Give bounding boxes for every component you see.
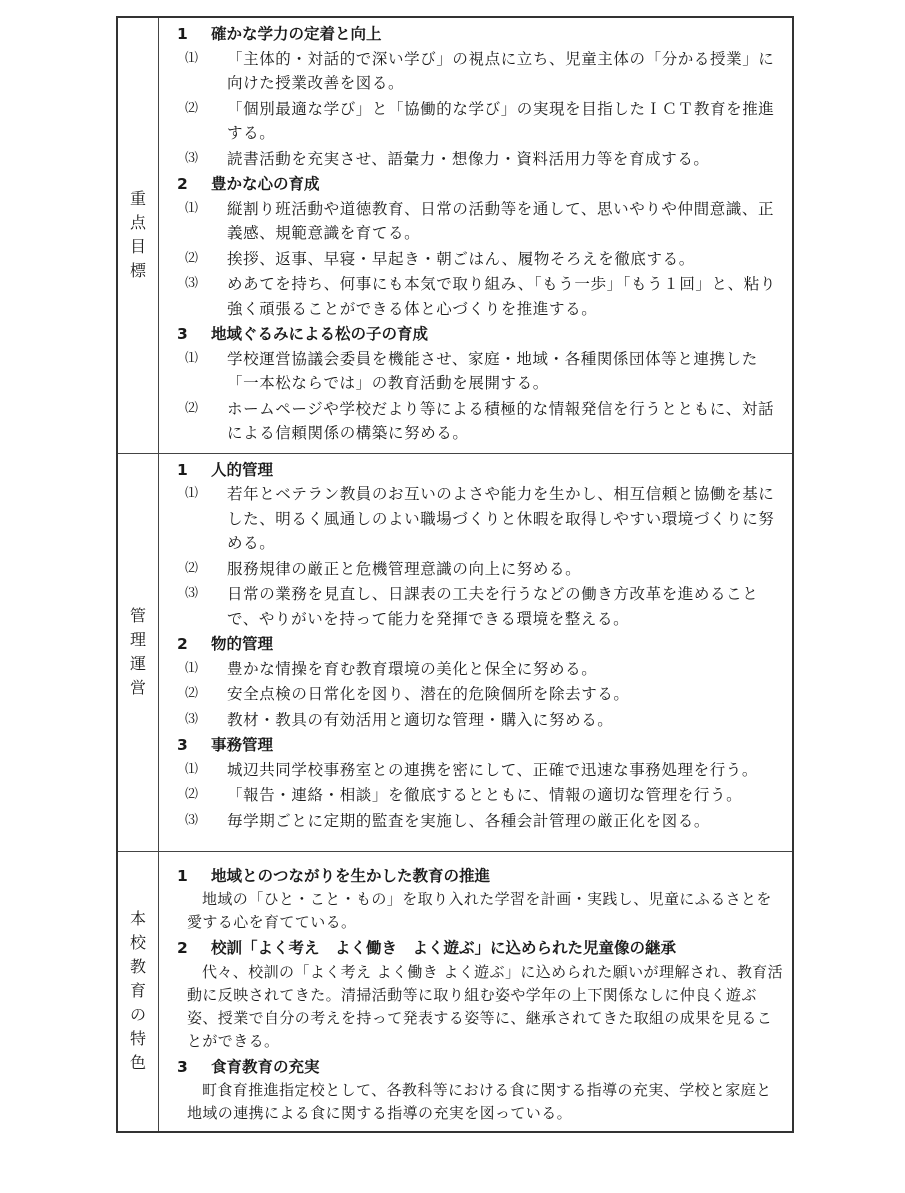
section-content bbox=[159, 851, 794, 1132]
item-heading: 1 確かな学力の定着と向上 bbox=[177, 25, 382, 43]
feature-body: 地域の「ひと・こと・もの」を取り入れた学習を計画・実践し、児童にふるさとを愛する心を育てている。 bbox=[187, 890, 772, 931]
sub-item: ⑴ 縦割り班活動や道徳教育、日常の活動等を通して、思いやりや仲間意識、正義感、規範意識を育てる。 bbox=[185, 199, 775, 242]
sub-item: ⑵ 「個別最適な学び」と「協働的な学び」の実現を目指したＩＣＴ教育を推進する。 bbox=[185, 99, 775, 142]
sub-item: ⑴ 「主体的・対話的で深い学び」の視点に立ち、児童主体の「分かる授業」に向けた授業改善を図る。 bbox=[185, 49, 775, 92]
section-label-cell bbox=[117, 453, 159, 851]
item-heading: 1 人的管理 bbox=[177, 460, 274, 479]
section-label: 本 校 教 育 の 特 色 bbox=[129, 909, 146, 1073]
sub-item: ⑵ 安全点検の日常化を図り、潜在的危険個所を除去する。 bbox=[185, 685, 630, 703]
sub-item: ⑶ めあてを持ち、何事にも本気で取り組み、「もう一歩」「もう１回」と、粘り強く頑張ることができる体と心づくりを推進する。 bbox=[185, 275, 776, 318]
feature-body: 町食育推進指定校として、各教科等における食に関する指導の充実、学校と家庭と地域の連携による食に関する指導の充実を図っている。 bbox=[187, 1081, 772, 1122]
section-content bbox=[159, 453, 794, 851]
item-heading: 2 豊かな心の育成 bbox=[177, 175, 320, 193]
sub-item: ⑵ 「報告・連絡・相談」を徹底するとともに、情報の適切な管理を行う。 bbox=[185, 786, 743, 804]
school-policy-table bbox=[116, 16, 794, 1133]
section-content bbox=[159, 17, 794, 453]
sub-item: ⑶ 読書活動を充実させ、語彙力・想像力・資料活用力等を育成する。 bbox=[185, 149, 710, 168]
section-row-management bbox=[117, 453, 793, 851]
section-label: 重 点 目 標 bbox=[129, 189, 146, 281]
feature-body: 代々、校訓の「よく考え よく働き よく遊ぶ」に込められた願いが理解され、教育活動に反映されてきた。清掃活動等に取り組む姿や学年の上下関係なしに仲良く遊ぶ姿、授業で自分の考えを持って発表する姿等に、継承されてきた取組の成果を見ることができる。 bbox=[187, 962, 784, 1050]
sub-item: ⑶ 日常の業務を見直し、日課表の工夫を行うなどの働き方改革を進めることで、やりがいを持って能力を発揮できる環境を整える。 bbox=[185, 585, 759, 628]
sub-item: ⑴ 豊かな情操を育む教育環境の美化と保全に努める。 bbox=[185, 659, 598, 678]
sub-item: ⑴ 学校運営協議会委員を機能させ、家庭・地域・各種関係団体等と連携した「一本松ならでは」の教育活動を展開する。 bbox=[185, 349, 758, 392]
sub-item: ⑴ 若年とベテラン教員のお互いのよさや能力を生かし、相互信頼と協働を基にした、明るく風通しのよい職場づくりと休暇を取得しやすい環境づくりに努める。 bbox=[185, 485, 775, 552]
section-row-key-goals bbox=[117, 17, 793, 453]
item-heading: 3 食育教育の充実 bbox=[177, 1057, 320, 1076]
sub-item: ⑶ 教材・教具の有効活用と適切な管理・購入に努める。 bbox=[185, 710, 614, 729]
sub-item: ⑵ 挨拶、返事、早寝・早起き・朝ごはん、履物そろえを徹底する。 bbox=[185, 249, 695, 268]
section-label-cell bbox=[117, 17, 159, 453]
section-label: 管 理 運 営 bbox=[129, 606, 146, 697]
item-heading: 2 物的管理 bbox=[177, 635, 274, 653]
item-heading: 3 事務管理 bbox=[177, 736, 274, 754]
item-heading: 2 校訓「よく考え よく働き よく遊ぶ」に込められた児童像の継承 bbox=[177, 939, 677, 957]
item-heading: 1 地域とのつながりを生かした教育の推進 bbox=[177, 866, 491, 885]
item-heading: 3 地域ぐるみによる松の子の育成 bbox=[177, 325, 429, 343]
section-row-school-features bbox=[117, 851, 793, 1132]
section-label-cell bbox=[117, 851, 159, 1132]
sub-item: ⑶ 毎学期ごとに定期的監査を実施し、各種会計管理の厳正化を図る。 bbox=[185, 811, 711, 830]
sub-item: ⑴ 城辺共同学校事務室との連携を密にして、正確で迅速な事務処理を行う。 bbox=[185, 760, 758, 779]
sub-item: ⑵ ホームページや学校だより等による積極的な情報発信を行うとともに、対話による信頼関係の構築に努める。 bbox=[185, 399, 775, 442]
sub-item: ⑵ 服務規律の厳正と危機管理意識の向上に努める。 bbox=[185, 559, 582, 578]
